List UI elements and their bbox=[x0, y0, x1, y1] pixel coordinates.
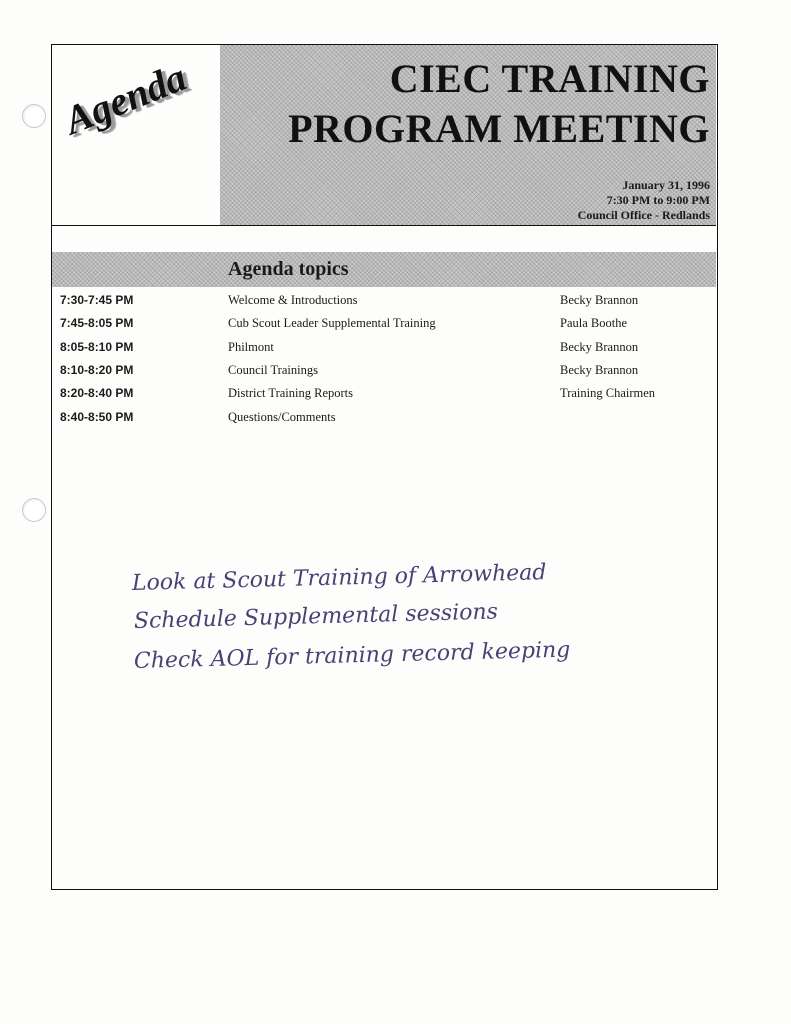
meeting-time: 7:30 PM to 9:00 PM bbox=[606, 193, 710, 207]
title-panel bbox=[220, 45, 716, 225]
agenda-time: 8:05-8:10 PM bbox=[60, 339, 134, 354]
agenda-topic: Welcome & Introductions bbox=[228, 293, 358, 307]
meeting-date: January 31, 1996 bbox=[622, 178, 710, 192]
agenda-presenter: Becky Brannon bbox=[560, 339, 639, 354]
agenda-topic: Cub Scout Leader Supplemental Training bbox=[228, 316, 436, 331]
topics-heading-bar bbox=[52, 252, 716, 287]
handwritten-note: Look at Scout Training of Arrowhead bbox=[131, 560, 547, 596]
agenda-presenter: Training Chairmen bbox=[560, 386, 656, 401]
agenda-time: 7:45-8:05 PM bbox=[60, 316, 134, 331]
agenda-time: 8:40-8:50 PM bbox=[60, 409, 134, 424]
agenda-frame bbox=[51, 44, 718, 890]
agenda-topic: Council Trainings bbox=[228, 362, 318, 377]
agenda-presenter: Becky Brannon bbox=[560, 362, 639, 377]
punch-hole-middle bbox=[22, 498, 46, 522]
topics-heading: Agenda topics bbox=[228, 258, 349, 280]
title-line-1: CIEC TRAINING bbox=[389, 56, 710, 101]
table-row bbox=[52, 406, 716, 429]
agenda-presenter: Paula Boothe bbox=[560, 316, 628, 331]
table-row bbox=[52, 289, 716, 312]
table-row bbox=[52, 336, 716, 359]
table-row bbox=[52, 312, 716, 335]
agenda-time: 8:10-8:20 PM bbox=[60, 362, 134, 377]
agenda-time: 8:20-8:40 PM bbox=[60, 386, 134, 401]
agenda-time: 7:30-7:45 PM bbox=[60, 293, 134, 307]
punch-hole-top bbox=[22, 104, 46, 128]
handwritten-note: Schedule Supplemental sessions bbox=[133, 599, 499, 634]
title-line-2: PROGRAM MEETING bbox=[288, 106, 710, 151]
agenda-presenter: Becky Brannon bbox=[560, 293, 639, 307]
handwritten-note: Check AOL for training record keeping bbox=[133, 637, 571, 674]
agenda-topic: District Training Reports bbox=[228, 386, 354, 401]
agenda-header bbox=[52, 45, 716, 226]
agenda-topic: Philmont bbox=[228, 339, 274, 354]
table-row bbox=[52, 359, 716, 382]
table-row bbox=[52, 382, 716, 405]
agenda-logo: Agenda bbox=[57, 53, 193, 144]
meeting-location: Council Office - Redlands bbox=[577, 208, 710, 222]
handwritten-notes bbox=[131, 560, 652, 685]
agenda-topic: Questions/Comments bbox=[228, 409, 336, 424]
